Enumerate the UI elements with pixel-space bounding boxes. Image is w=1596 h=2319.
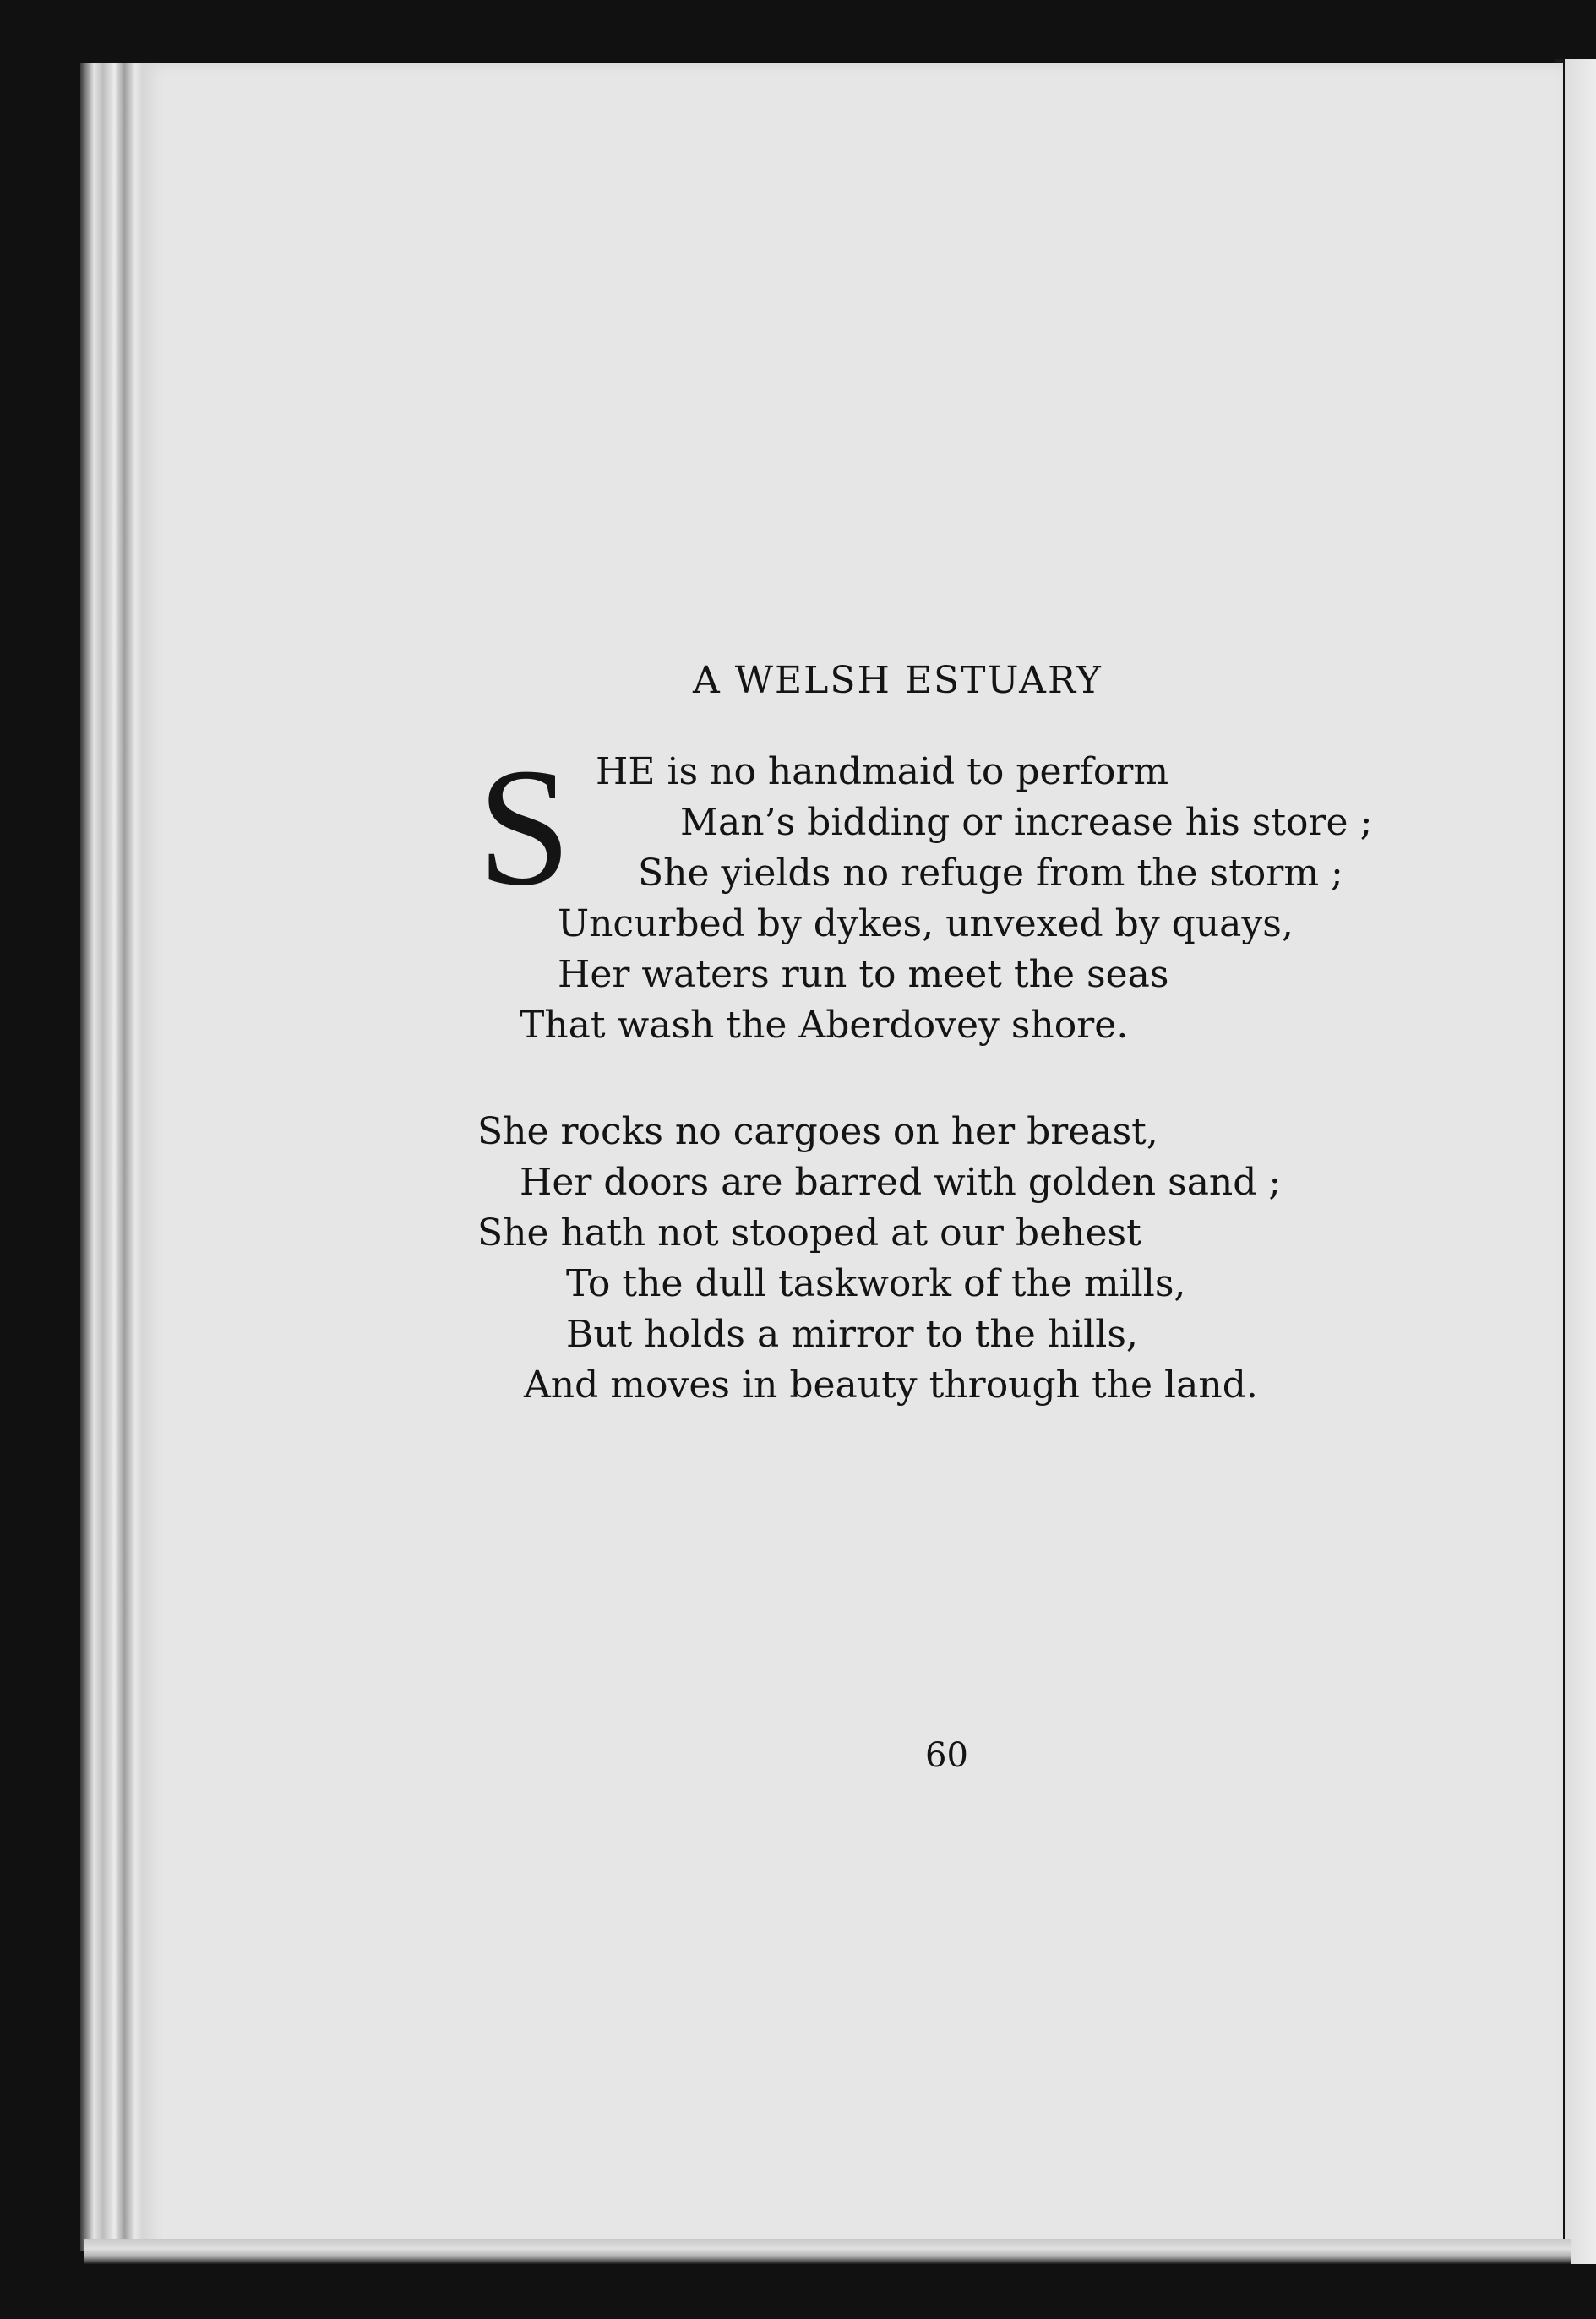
facing-page-edge [1565,59,1596,2264]
poem-line: She rocks no cargoes on her breast, [477,1110,1158,1153]
poem-line: HE is no handmaid to perform [596,750,1169,793]
poem-title: A WELSH ESTUARY [693,659,1103,702]
page-stack-bottom [84,2239,1571,2264]
poem-line: Her waters run to meet the seas [558,953,1169,996]
poem-line: Uncurbed by dykes, unvexed by quays, [558,902,1294,945]
poem-line: She yields no refuge from the storm ; [638,852,1343,895]
poem-line: That wash the Aberdovey shore. [520,1004,1129,1047]
poem-line: Her doors are barred with golden sand ; [520,1161,1282,1204]
poem-line: Man’s bidding or increase his store ; [680,801,1373,844]
page-number: 60 [925,1736,968,1775]
drop-cap: S [477,734,572,921]
poem-line: And moves in beauty through the land. [524,1364,1258,1407]
poem-line: She hath not stooped at our behest [477,1211,1141,1255]
poem-line: To the dull taskwork of the mills, [566,1262,1186,1305]
poem-line: But holds a mirror to the hills, [566,1313,1138,1356]
